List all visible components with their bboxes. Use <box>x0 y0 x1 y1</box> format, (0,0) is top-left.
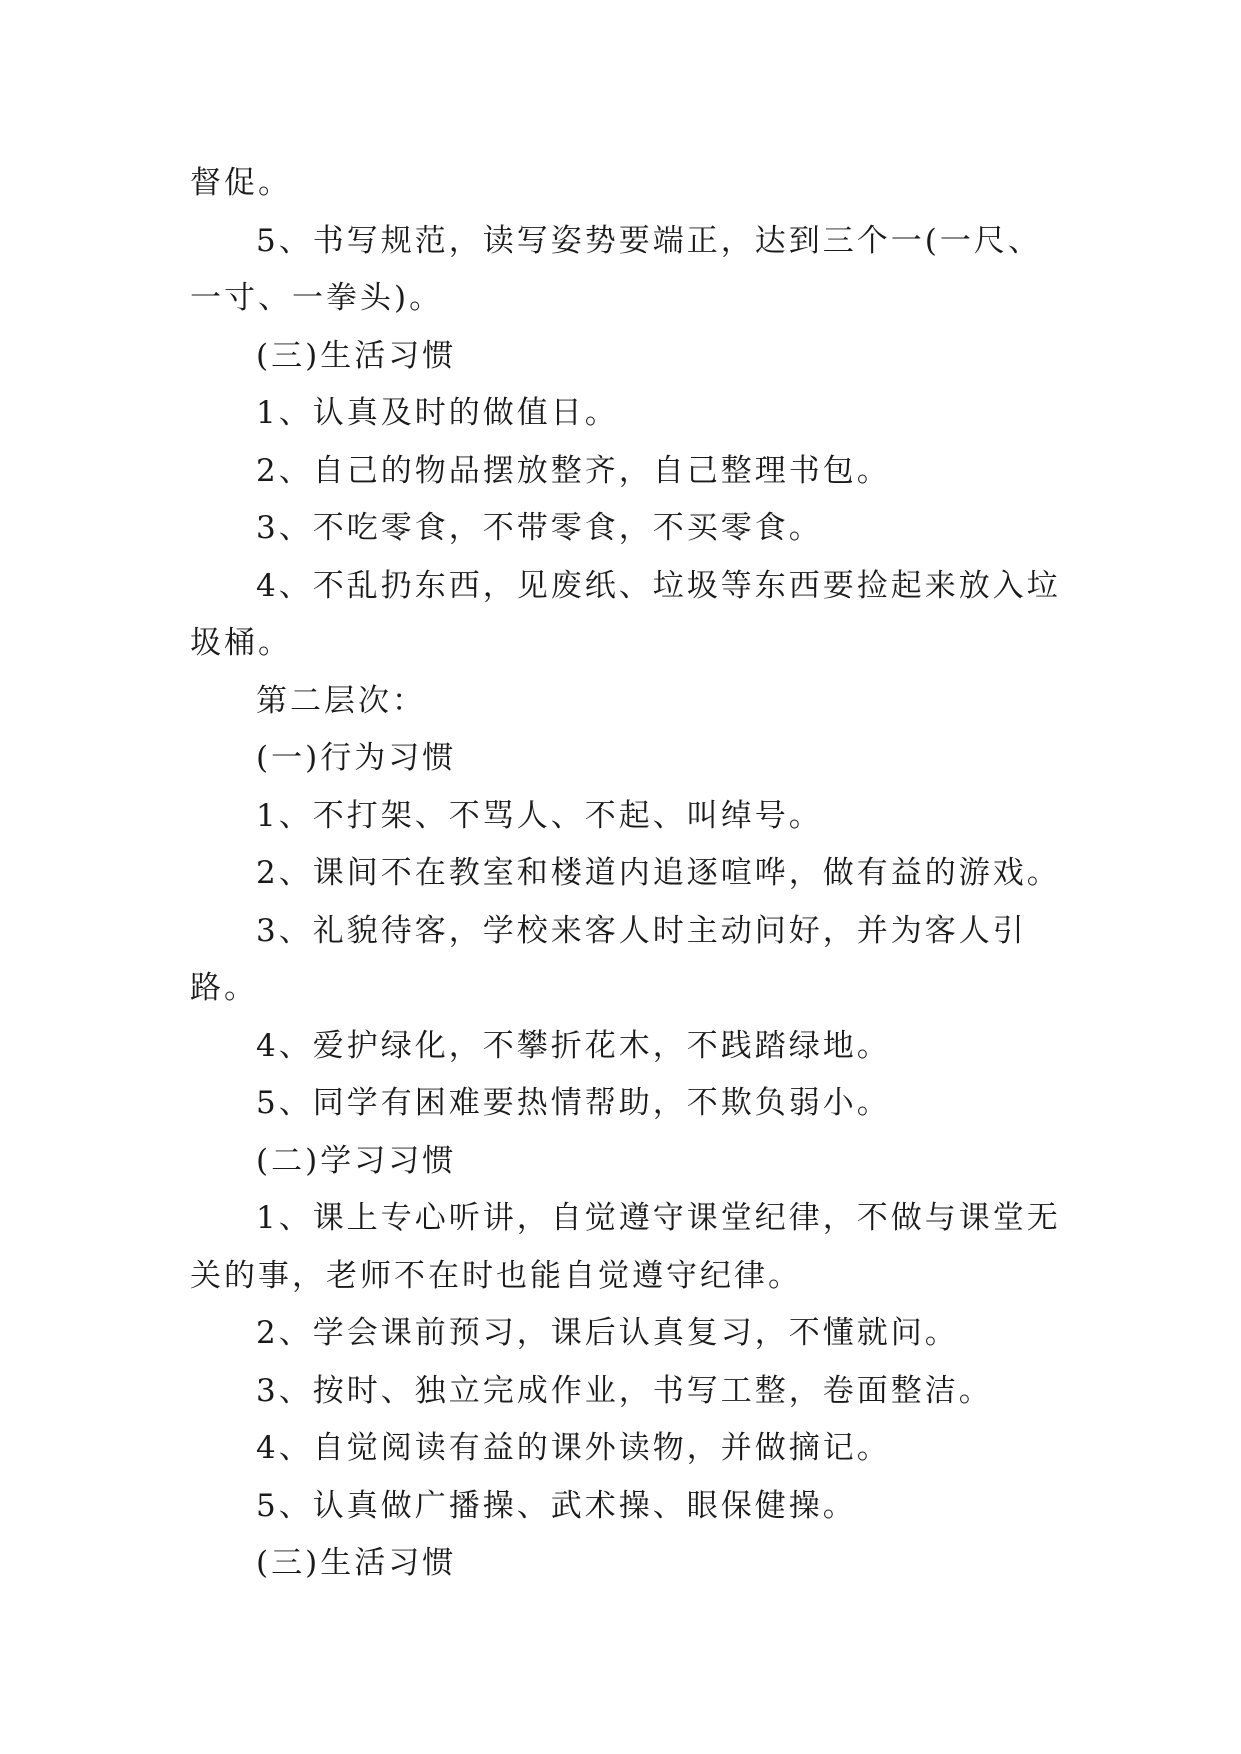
section-heading: (二)学习习惯 <box>256 1142 457 1179</box>
list-item: 4、爱护绿化，不攀折花木，不践踏绿地。 <box>256 1027 891 1064</box>
section-heading: (一)行为习惯 <box>256 740 457 776</box>
list-item: 3、按时、独立完成作业，书写工整，卷面整洁。 <box>256 1372 993 1409</box>
level-heading: 第二层次： <box>256 682 426 719</box>
list-item: 2、自己的物品摆放整齐，自己整理书包。 <box>256 452 891 489</box>
paragraph: 5、书写规范，读写姿势要端正，达到三个一(一尺、一寸、一拳头)。 <box>190 222 1042 316</box>
list-item: 1、认真及时的做值日。 <box>256 395 619 431</box>
document-body <box>190 155 1070 1593</box>
list-item: 1、不打架、不骂人、不起、叫绰号。 <box>256 797 823 834</box>
paragraph: 督促。 <box>190 165 292 201</box>
list-item: 2、学会课前预习，课后认真复习，不懂就问。 <box>256 1315 959 1351</box>
section-heading: (三)生活习惯 <box>256 1545 457 1581</box>
list-item: 2、课间不在教室和楼道内追逐喧哗，做有益的游戏。 <box>256 855 1061 891</box>
section-heading: (三)生活习惯 <box>256 337 457 374</box>
list-item: 3、礼貌待客，学校来客人时主动问好，并为客人引路。 <box>190 912 1027 1006</box>
list-item: 5、认真做广播操、武术操、眼保健操。 <box>256 1487 857 1524</box>
list-item: 4、自觉阅读有益的课外读物，并做摘记。 <box>256 1430 891 1466</box>
list-item: 1、课上专心听讲，自觉遵守课堂纪律，不做与课堂无关的事，老师不在时也能自觉遵守纪律。 <box>190 1200 1061 1294</box>
list-item: 3、不吃零食，不带零食，不买零食。 <box>256 510 823 546</box>
list-item: 4、不乱扔东西，见废纸、垃圾等东西要捡起来放入垃圾桶。 <box>190 567 1061 661</box>
list-item: 5、同学有困难要热情帮助，不欺负弱小。 <box>256 1085 891 1121</box>
